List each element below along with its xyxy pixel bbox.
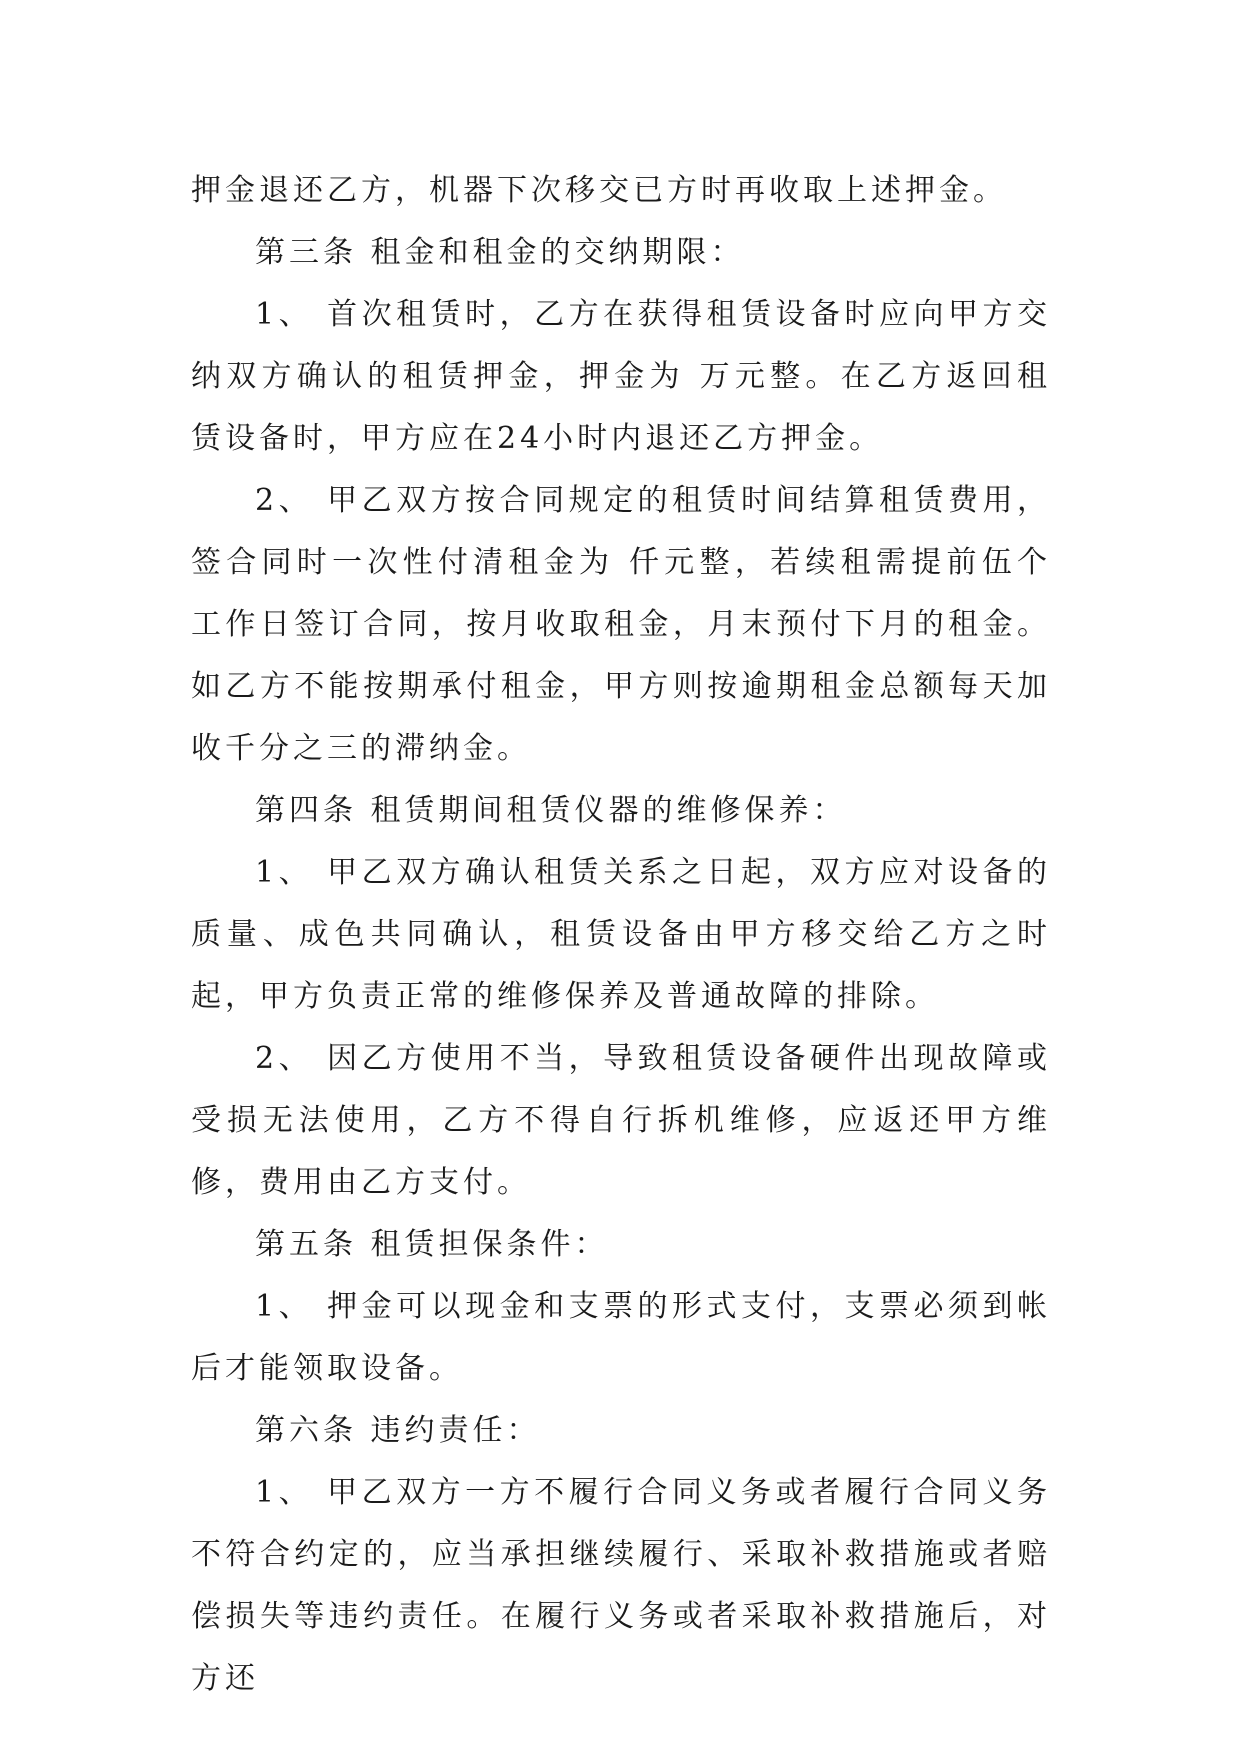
article-6-heading: 第六条 违约责任： <box>255 1413 541 1448</box>
article-3-heading: 第三条 租金和租金的交纳期限： <box>255 235 745 270</box>
document-body <box>191 160 1051 1710</box>
article-3-clause-2: 2、 甲乙双方按合同规定的租赁时间结算租赁费用，签合同时一次性付清租金为 仟元整，若续租需提前伍个工作日签订合同，按月收取租金，月末预付下月的租金。如乙方不能按期承付租金，甲方则按逾期租金总额每天加收千分之三的滞纳金。 <box>191 483 1051 766</box>
article-6-clause-1: 1、 甲乙双方一方不履行合同义务或者履行合同义务不符合约定的，应当承担继续履行、采取补救措施或者赔偿损失等违约责任。在履行义务或者采取补救措施后，对方还 <box>191 1475 1051 1696</box>
article-5-clause-1: 1、 押金可以现金和支票的形式支付，支票必须到帐后才能领取设备。 <box>191 1289 1051 1386</box>
article-4-clause-2: 2、 因乙方使用不当，导致租赁设备硬件出现故障或受损无法使用，乙方不得自行拆机维修，应返还甲方维修，费用由乙方支付。 <box>191 1041 1051 1200</box>
article-4-heading: 第四条 租赁期间租赁仪器的维修保养： <box>255 793 847 828</box>
paragraph-deposit-return: 押金退还乙方，机器下次移交已方时再收取上述押金。 <box>191 173 1007 208</box>
article-5-heading: 第五条 租赁担保条件： <box>255 1227 609 1262</box>
article-3-clause-1: 1、 首次租赁时，乙方在获得租赁设备时应向甲方交纳双方确认的租赁押金，押金为 万元整。在乙方返回租赁设备时，甲方应在24小时内退还乙方押金。 <box>191 297 1051 456</box>
article-4-clause-1: 1、 甲乙双方确认租赁关系之日起，双方应对设备的质量、成色共同确认，租赁设备由甲方移交给乙方之时起，甲方负责正常的维修保养及普通故障的排除。 <box>191 855 1051 1014</box>
